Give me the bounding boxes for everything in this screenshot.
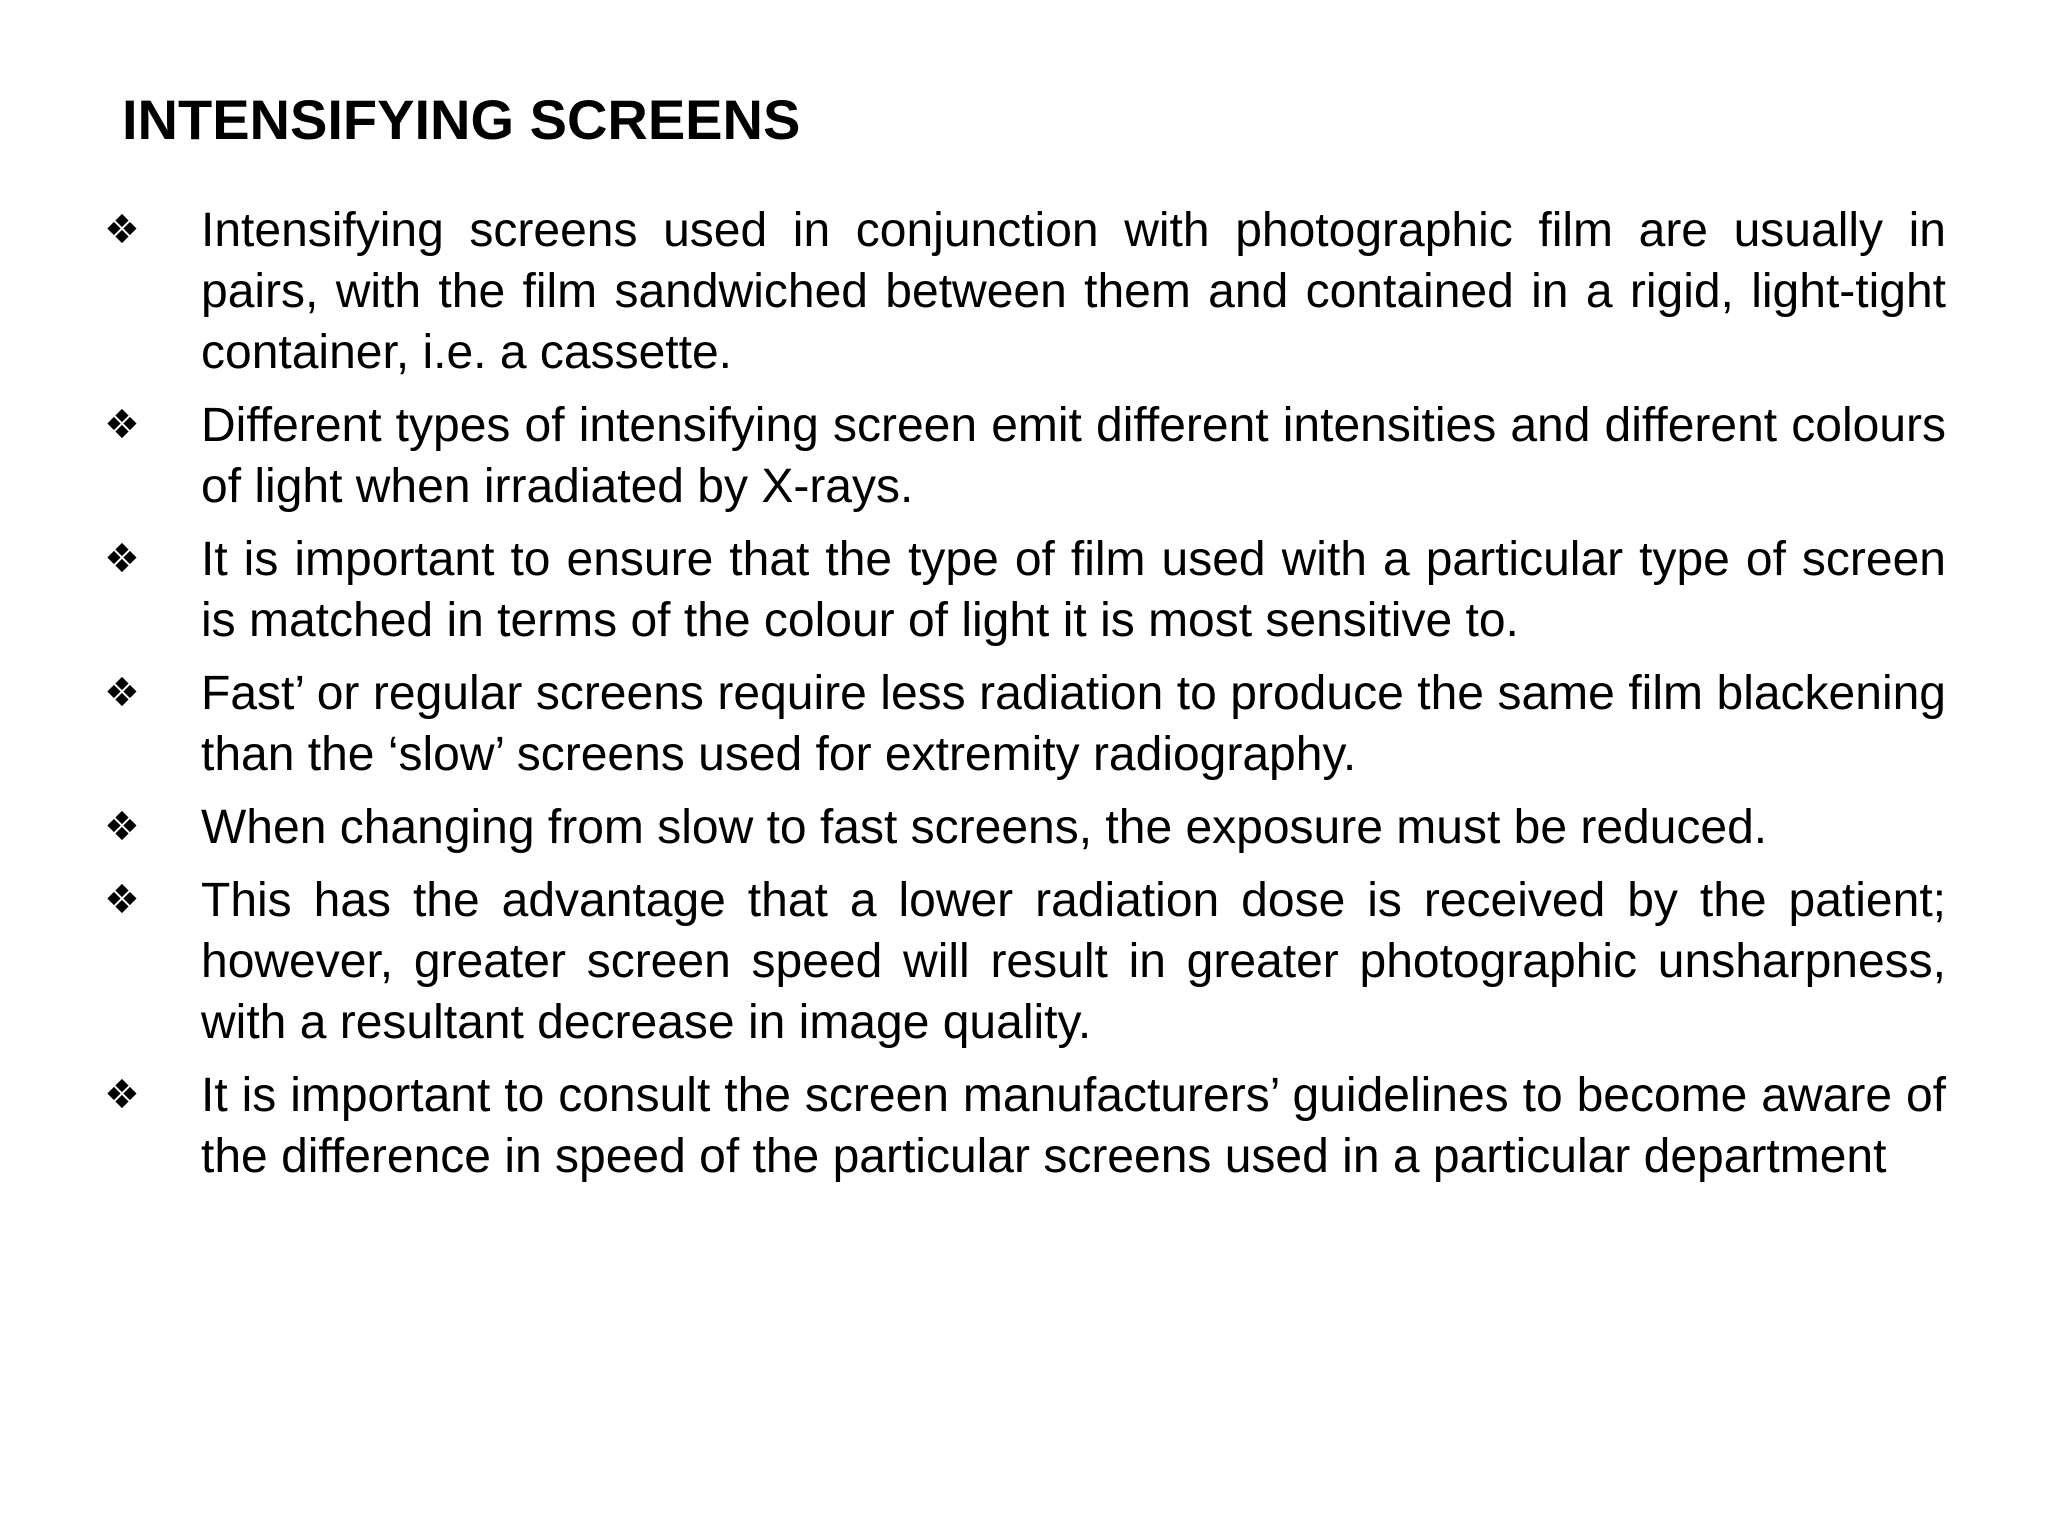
bullet-text: It is important to ensure that the type of film used with a particular type of screen is matched in terms of the colour of light it is most sensitive to.: [201, 533, 1946, 647]
diamond-bullet-icon: ❖: [104, 804, 140, 850]
bullet-text: Fast’ or regular screens require less radiation to produce the same film blackening than the ‘slow’ screens used for extremity radiography.: [201, 667, 1946, 781]
diamond-bullet-icon: ❖: [104, 670, 140, 716]
bullet-text: This has the advantage that a lower radiation dose is received by the patient; however, greater screen speed will result in greater photographic unsharpness, with a resultant decrease in image quality.: [201, 874, 1946, 1049]
list-item: [104, 797, 1946, 858]
list-item: [104, 1065, 1946, 1187]
list-item: [104, 663, 1946, 785]
list-item: [104, 529, 1946, 651]
diamond-bullet-icon: ❖: [104, 207, 140, 253]
list-item: [104, 395, 1946, 517]
bullet-text: When changing from slow to fast screens, the exposure must be reduced.: [201, 801, 1768, 854]
slide-title: INTENSIFYING SCREENS: [122, 88, 801, 151]
bullet-text: Intensifying screens used in conjunction with photographic film are usually in pairs, with the film sandwiched between them and contained in a rigid, light-tight container, i.e. a cassette.: [201, 204, 1946, 379]
bullet-text: Different types of intensifying screen emit different intensities and different colours of light when irradiated by X-rays.: [201, 399, 1946, 513]
diamond-bullet-icon: ❖: [104, 536, 140, 582]
list-item: [104, 200, 1946, 383]
diamond-bullet-icon: ❖: [104, 1072, 140, 1118]
bullet-list: [104, 200, 1946, 1199]
diamond-bullet-icon: ❖: [104, 877, 140, 923]
diamond-bullet-icon: ❖: [104, 402, 140, 448]
bullet-text: It is important to consult the screen manufacturers’ guidelines to become aware of the difference in speed of the particular screens used in a particular department: [201, 1069, 1946, 1183]
list-item: [104, 870, 1946, 1053]
